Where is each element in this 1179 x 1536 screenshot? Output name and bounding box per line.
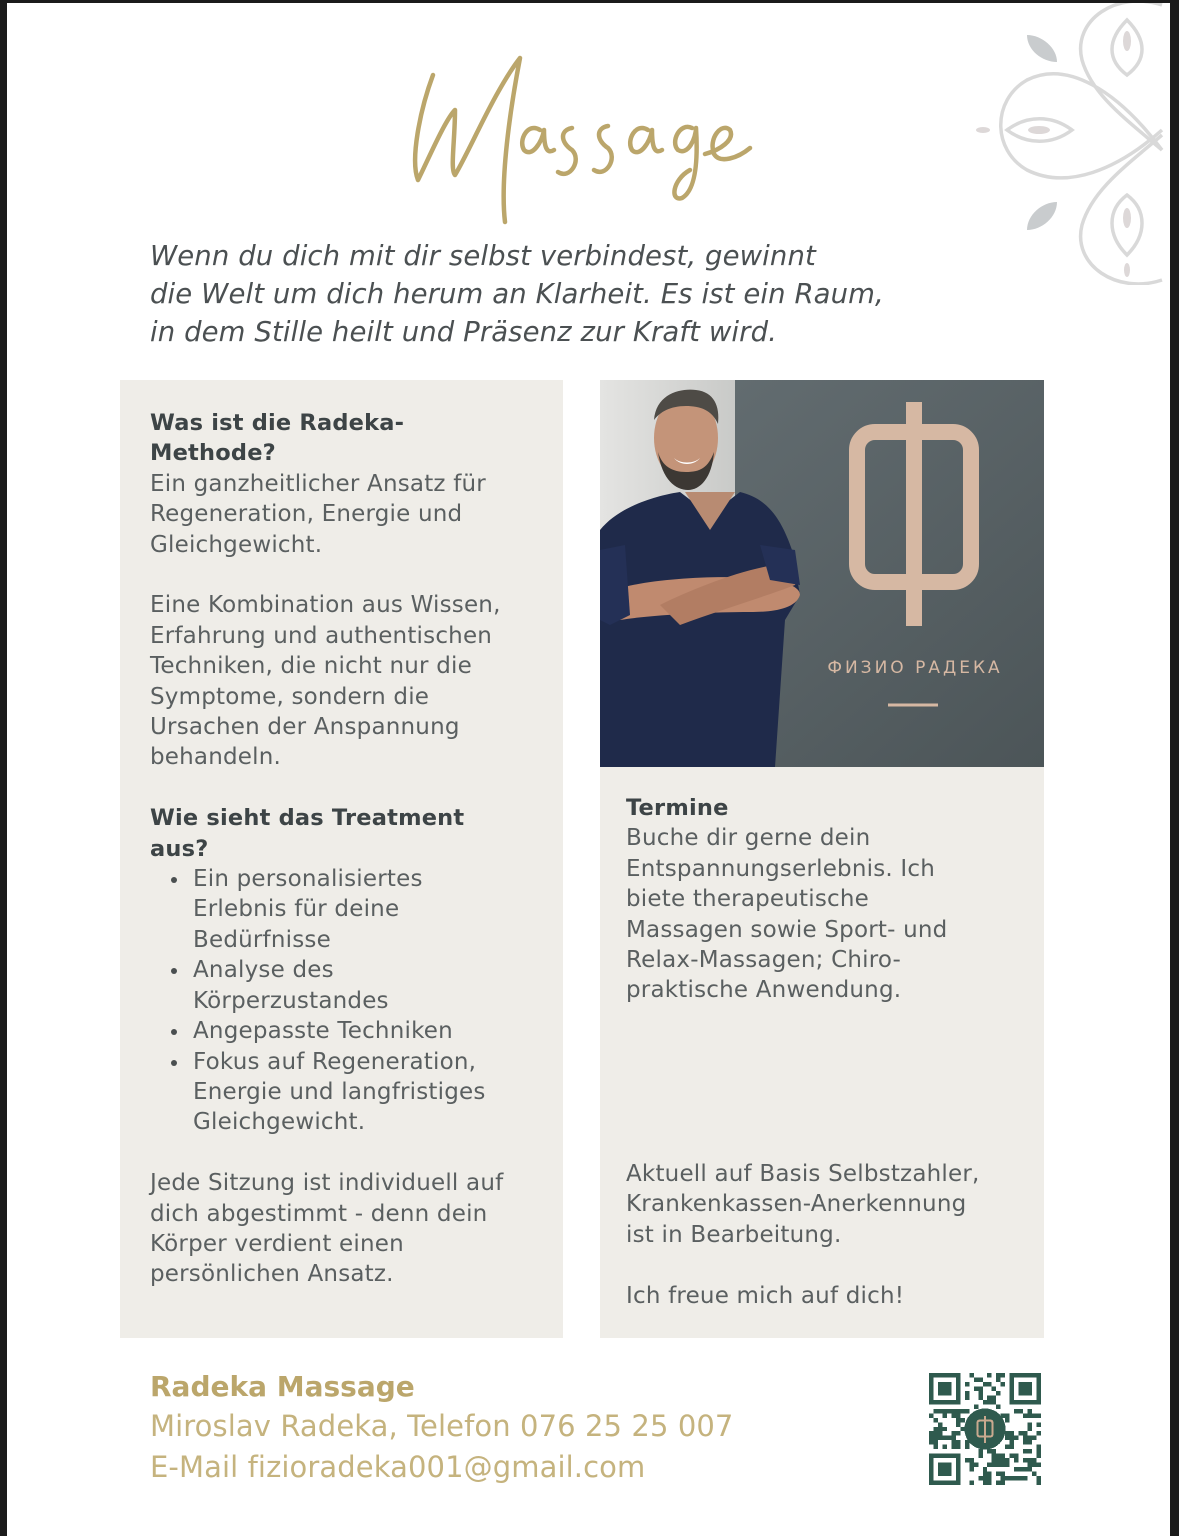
left-card-content	[150, 408, 503, 1290]
business-name: Radeka Massage	[150, 1370, 415, 1403]
section-heading-termine: Termine	[626, 795, 729, 821]
insurance-note: Aktuell auf Basis Selbstzahler, Krankenkassen-Anerkennung ist in Bearbeitung. Ich freue mich auf dich!	[626, 1159, 980, 1311]
list-item: Angepasste Techniken	[150, 1016, 503, 1046]
quote-line: Wenn du dich mit dir selbst verbindest, gewinnt	[150, 240, 816, 272]
paragraph: Eine Kombination aus Wissen, Erfahrung und authentischen Techniken, die nicht nur die Symptome, sondern die Ursachen der Anspannung behandeln.	[150, 592, 501, 771]
therapist-photo	[600, 380, 1044, 767]
list-item: Ein personalisiertes Erlebnis für deine Bedürfnisse	[150, 864, 503, 955]
contact-phone-line[interactable]: Miroslav Radeka, Telefon 076 25 25 007	[150, 1409, 734, 1443]
qr-code-icon[interactable]	[928, 1373, 1042, 1485]
section-heading-radeka-method: Was ist die Radeka- Methode?	[150, 410, 405, 467]
treatment-list	[150, 864, 503, 1138]
section-heading-treatment: Wie sieht das Treatment aus?	[150, 805, 465, 862]
intro-quote	[150, 237, 1030, 351]
top-border	[0, 0, 1179, 3]
quote-line: die Welt um dich herum an Klarheit. Es ist ein Raum,	[150, 278, 884, 310]
paragraph: Buche dir gerne dein Entspannungserlebnis. Ich biete therapeutische Massagen sowie Sport- und Relax-Massagen; Chiro- praktische Anwendung.	[626, 825, 948, 1004]
list-item: Fokus auf Regeneration, Energie und langfristiges Gleichgewicht.	[150, 1047, 503, 1138]
quote-line: in dem Stille heilt und Präsenz zur Kraft wird.	[150, 316, 777, 348]
closing-greeting: Ich freue mich auf dich!	[626, 1282, 905, 1309]
paragraph: Ein ganzheitlicher Ansatz für Regeneration, Energie und Gleichgewicht.	[150, 470, 486, 558]
closing-paragraph: Jede Sitzung ist individuell auf dich abgestimmt - denn dein Körper verdient einen persönlichen Ansatz.	[150, 1170, 504, 1288]
contact-email-line[interactable]: E-Mail fizioradeka001@gmail.com	[150, 1450, 646, 1484]
right-card-content	[626, 793, 947, 1006]
page-title	[400, 50, 760, 230]
list-item: Analyse des Körperzustandes	[150, 955, 503, 1016]
sign-text: ФИЗИО РАДЕКА	[827, 658, 1003, 678]
